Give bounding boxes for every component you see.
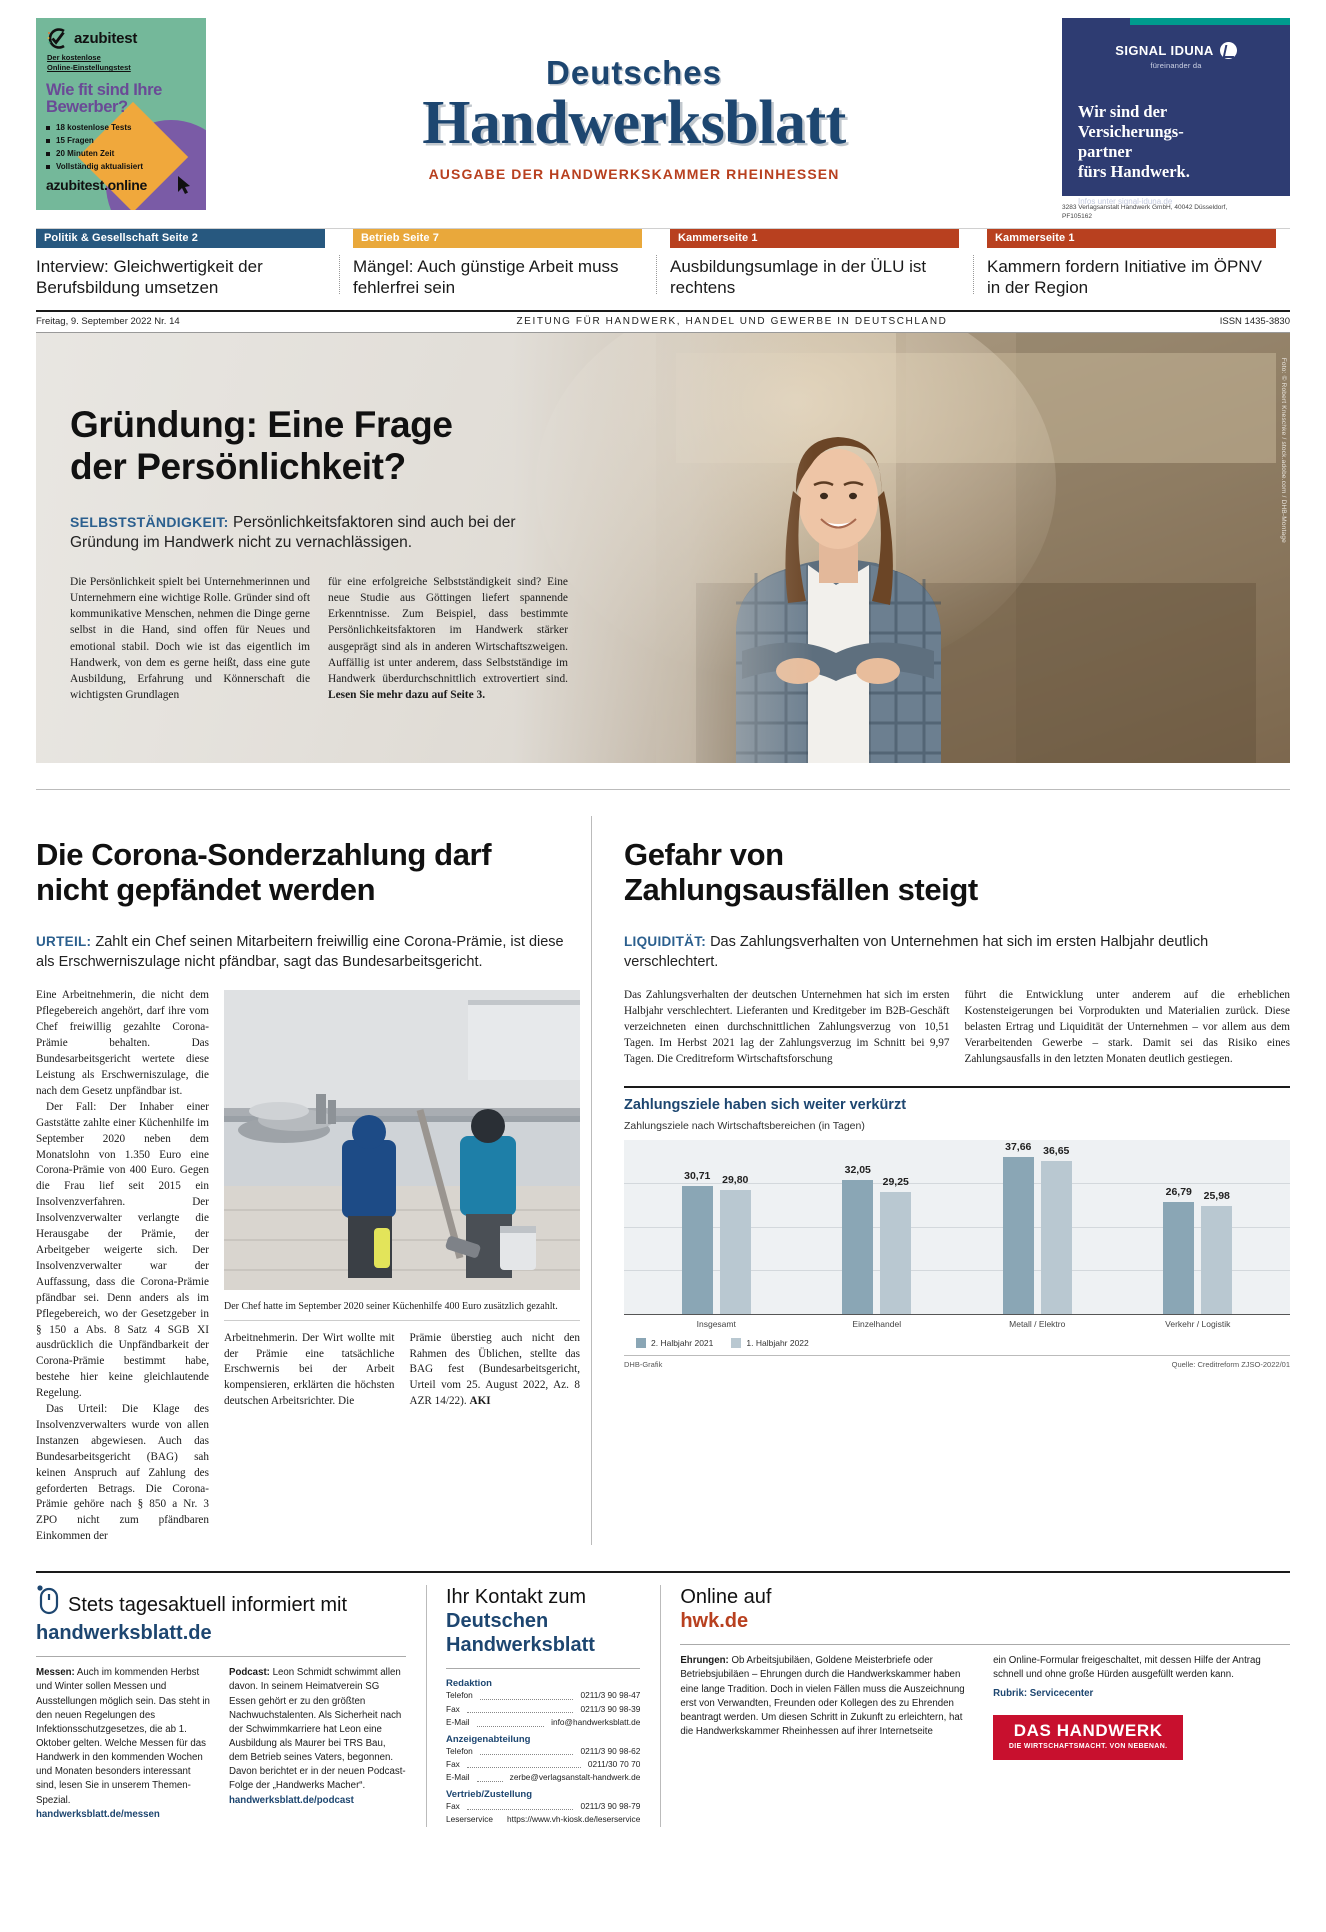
contact-label: Fax <box>446 1703 460 1714</box>
article-lead <box>36 933 580 972</box>
teaser-item-kammerseite-1[interactable] <box>656 229 973 298</box>
teaser-item-betrieb[interactable] <box>339 229 656 298</box>
contact-list <box>446 1678 640 1827</box>
list-item: 15 Fragen <box>46 135 198 148</box>
paper-descriptor: ZEITUNG FÜR HANDWERK, HANDEL UND GEWERBE IN DEUTSCHLAND <box>516 316 948 328</box>
footer-block-text: Auch im kommenden Herbst und Winter sollen Messen und Ausstellungen möglich sein. Das steht in den neuen Regelungen des Infektionsschutzgesetzes, die ab 1. Oktober gelten. Welche Messen für das Handwerk in den kommenden Wochen und Monaten besonders interessant sind, lesen Sie in unserem Themen-Spezial. <box>36 1667 210 1806</box>
chart-legend <box>624 1338 1290 1348</box>
masthead-pretitle: Deutsches <box>546 54 722 91</box>
article-byline: AKI <box>469 1395 491 1408</box>
checkmark-circle-icon <box>46 27 69 50</box>
chart-bar <box>842 1163 873 1314</box>
chart-bar-group <box>1118 1185 1279 1314</box>
signal-iduna-claim: füreinander da <box>1150 61 1202 70</box>
footer-heading-text: Stets tagesaktuell informiert mit <box>68 1594 347 1617</box>
footer-section <box>36 1571 1290 1827</box>
leader-dots <box>477 1716 545 1726</box>
contact-group-title: Vertrieb/Zustellung <box>446 1788 533 1800</box>
footer-rubrik-label: Rubrik: <box>993 1687 1028 1699</box>
paragraph: Prämie überstieg auch nicht den Rahmen des Üblichen, stellte das BAG fest (Bundesarbeitsgericht, Urteil vom 25. August 2022, Az. 8 AZR 14/22). AKI <box>409 1331 580 1408</box>
leader-dots <box>467 1758 581 1768</box>
lead-column-2 <box>328 574 568 704</box>
logo-line-1: DAS HANDWERK <box>1013 1720 1163 1740</box>
chart-credit: DHB-Grafik <box>624 1359 663 1369</box>
footer-block-label: Podcast: <box>229 1667 270 1679</box>
lead-body <box>70 574 568 704</box>
article-photo-box <box>224 990 584 1295</box>
teaser-title: Kammern fordern Initiative im ÖPNV in der Region <box>987 257 1262 297</box>
article-column-3 <box>410 1331 581 1411</box>
article-headline: Gefahr von Zahlungsausfällen steigt <box>624 837 978 907</box>
masthead-edition: AUSGABE DER HANDWERKSKAMMER RHEINHESSEN <box>428 166 840 183</box>
contact-value[interactable]: info@handwerksblatt.de <box>551 1717 641 1728</box>
teaser-title: Interview: Gleichwertigkeit der Berufsbildung umsetzen <box>36 257 263 297</box>
divider <box>680 1644 1290 1645</box>
article-headline: Die Corona-Sonderzahlung darf nicht gepfändet werden <box>36 837 492 907</box>
chart-bar-value: 29,80 <box>722 1173 749 1186</box>
contact-label: Fax <box>446 1758 460 1769</box>
divider <box>446 1668 640 1669</box>
paragraph: führt die Entwicklung unter anderem auf die erheblichen Kostensteigerungen bei Vorprodukten und Materialien zurück. Diese belasten Ertrag und Liquidität der Unternehmen – vor allem aus dem Verarbeitenden Gewerbe – stark. Damit sei das Risiko eines Zahlungsausfalls in den letzten Monaten deutlich gestiegen. <box>964 989 1290 1066</box>
contact-value[interactable]: 0211/3 90 98-39 <box>580 1703 641 1714</box>
footer-heading <box>680 1585 1290 1633</box>
chart-bar <box>1041 1144 1072 1314</box>
azubitest-brand: azubitest <box>74 30 138 47</box>
footer-body <box>680 1654 1290 1760</box>
contact-label: Leserservice <box>446 1814 494 1825</box>
azubitest-bullet-list <box>46 122 198 174</box>
article-zahlungsausfaelle[interactable] <box>602 812 1290 1545</box>
footer-heading-link[interactable]: handwerksblatt.de <box>36 1622 212 1645</box>
legend-item <box>731 1338 808 1348</box>
footer-heading <box>36 1585 406 1645</box>
footer-block-label: Messen: <box>36 1667 75 1679</box>
chart-bar-value: 36,65 <box>1043 1144 1070 1157</box>
chart-subtitle: Zahlungsziele nach Wirtschaftsbereichen (in Tagen) <box>624 1119 865 1132</box>
chart-bar-value: 29,25 <box>882 1175 909 1188</box>
contact-value[interactable]: 0211/3 90 98-79 <box>580 1800 641 1811</box>
article-lead-label: LIQUIDITÄT: <box>624 934 707 950</box>
azubitest-subtitle: Der kostenlose Online-Einstellungstest <box>47 53 131 73</box>
footer-block-ehrungen <box>680 1654 977 1760</box>
chart-footer <box>624 1355 1290 1369</box>
lead-column-1: Die Persönlichkeit spielt bei Unternehmerinnen und Unternehmern eine wichtige Rolle. Gründer sind oft kommunikative Menschen, nehmen die Dinge gerne selbst in die Hand, sind offen für Neues und emotional stabil. Doch wie ist das eigentlich im Handwerk, von dem es gerne heißt, dass eine gute Ausbildung, Erfahrung und Könnerschaft die wichtigsten Grundlagen <box>70 575 310 702</box>
footer-block-podcast <box>229 1666 406 1822</box>
teaser-tag: Betrieb Seite 7 <box>353 229 642 248</box>
chart-zahlungsziele <box>624 1086 1290 1369</box>
chart-bar-group <box>797 1163 958 1314</box>
contact-value[interactable]: 0211/3 90 98-47 <box>580 1690 641 1701</box>
issue-date: Freitag, 9. September 2022 Nr. 14 <box>36 316 180 328</box>
chart-bar <box>880 1175 911 1314</box>
article-subcolumns <box>224 1331 580 1411</box>
chart-bar-value: 25,98 <box>1203 1189 1230 1202</box>
footer-heading-strong: Deutschen Handwerksblatt <box>446 1610 595 1657</box>
footer-column-handwerksblatt <box>36 1585 426 1827</box>
chart-x-axis <box>624 1319 1290 1329</box>
signal-iduna-mark-icon <box>1220 42 1237 59</box>
chart-bar <box>682 1169 713 1314</box>
footer-heading-text: Online auf <box>680 1586 772 1609</box>
legend-label: 2. Halbjahr 2021 <box>651 1337 714 1348</box>
chart-bar <box>1003 1140 1034 1314</box>
footer-block-text: ein Online-Formular freigeschaltet, mit dessen Hilfe der Antrag schnell und ohne große Hürden ausgefüllt werden kann. <box>993 1655 1261 1681</box>
contact-label: E-Mail <box>446 1772 470 1783</box>
contact-row <box>446 1813 640 1826</box>
article-column-1 <box>36 988 209 1545</box>
paragraph: Das Urteil: Die Klage des Insolvenzverwalters wurde von allen Instanzen abgewiesen. Auch das Bundesarbeitsgericht (BAG) sah keinen Anspruch auf Zahlung des geforderten Betrags. Die Corona-Prämie gehöre nach § 850 a Nr. 3 ZPO nicht zum pfändbaren Einkommen der <box>36 1403 209 1543</box>
lead-text-overlay <box>36 333 602 763</box>
footer-block-label: Ehrungen: <box>680 1655 729 1667</box>
contact-label: E-Mail <box>446 1717 470 1728</box>
signal-iduna-name: SIGNAL IDUNA <box>1115 43 1214 58</box>
footer-heading-link[interactable]: hwk.de <box>680 1610 749 1633</box>
publisher-legal-note: 3283 Verlagsanstalt Handwerk GmbH, 40042 Düsseldorf, PF105162 <box>1062 204 1228 221</box>
dateline-bar <box>36 310 1290 333</box>
signal-iduna-info: Infos unter signal-iduna.de <box>1078 196 1173 206</box>
article-column-2 <box>965 988 1291 1068</box>
signal-iduna-logo <box>1078 42 1274 59</box>
list-item: 18 kostenlose Tests <box>46 122 198 135</box>
legend-item <box>636 1338 713 1348</box>
contact-row <box>446 1703 640 1716</box>
article-columns <box>36 988 584 1545</box>
footer-block-messen <box>36 1666 213 1822</box>
lead-more-link[interactable]: Lesen Sie mehr dazu auf Seite 3. <box>328 689 486 702</box>
paragraph: Das Zahlungsverhalten der deutschen Unternehmen hat sich im ersten Halbjahr verschlechtert. Lieferanten und Kreditgeber im B2B-Geschäft verzeichneten einen durchschnittlichen Zahlungsverzug von 10,51 Tagen. Im Herbst 2021 lag der Zahlungsverzug im Schnitt bei 9,97 Tagen. Die Creditreform Wirtschaftsforschung <box>624 989 950 1066</box>
chart-bar <box>1201 1189 1232 1314</box>
chart-source: Quelle: Creditreform ZJSO-2022/01 <box>1171 1359 1290 1369</box>
ad-azubitest[interactable] <box>36 18 206 210</box>
contact-value[interactable]: 0211/3 90 98-62 <box>580 1745 641 1756</box>
kitchen-photo <box>224 990 580 1290</box>
leader-dots <box>467 1800 574 1810</box>
teaser-bar <box>36 228 1290 298</box>
footer-block-text: Leon Schmidt schwimmt allen davon. In seinem Heimatverein SG Essen gehört er zu den größten Nachwuchstalenten. Als Sicherheit nach der Schwimmkarriere hat Leon eine Ausbildung als Maurer bei TRS Bau, dem Betrieb seines Vaters, begonnen. Davon berichtet er in der neuen Podcast-Folge der „Handwerks Macher“. <box>229 1667 406 1792</box>
contact-row <box>446 1758 640 1771</box>
article-photo-credit: Foto: © hroeksike / stock.adobe.com <box>578 1164 584 1262</box>
article-columns <box>624 988 1290 1068</box>
contact-row <box>446 1745 640 1758</box>
contact-row <box>446 1800 640 1813</box>
footer-block-link[interactable]: handwerksblatt.de/podcast <box>229 1794 354 1806</box>
ad-signal-iduna[interactable] <box>1062 18 1290 206</box>
chart-x-label: Verkehr / Logistik <box>1165 1318 1231 1329</box>
teaser-title: Mängel: Auch günstige Arbeit muss fehlerfrei sein <box>353 257 619 297</box>
article-lead-label: URTEIL: <box>36 934 92 950</box>
chart-title: Zahlungsziele haben sich weiter verkürzt <box>624 1097 907 1113</box>
lead-headline: Gründung: Eine Frage der Persönlichkeit? <box>70 404 453 488</box>
legend-label: 1. Halbjahr 2022 <box>746 1337 809 1348</box>
chart-x-label: Insgesamt <box>696 1318 736 1329</box>
lead-photo-credit: Foto: © Robert Kneschke / stock.adobe.com / DHB-Montage <box>1280 358 1287 544</box>
chart-x-label: Metall / Elektro <box>1009 1318 1066 1329</box>
legend-swatch <box>636 1338 646 1348</box>
chart-bar-value: 26,79 <box>1165 1185 1192 1198</box>
article-photo-and-columns <box>224 988 584 1545</box>
chart-bar <box>1163 1185 1194 1314</box>
middle-section <box>36 789 1290 1545</box>
article-lead <box>624 933 1290 972</box>
article-column-1 <box>624 988 950 1068</box>
contact-value[interactable]: zerbe@verlagsanstalt-handwerk.de <box>509 1772 641 1783</box>
contact-group-title: Anzeigenabteilung <box>446 1733 531 1745</box>
paragraph: Arbeitnehmerin. Der Wirt wollte mit der Prämie eine tatsächliche Erschwernis bei der Arbeit kompensieren, erklärten die höchsten deutschen Arbeitsrichter. Die <box>224 1331 395 1408</box>
accent-bar <box>1130 18 1290 25</box>
teaser-tag: Kammerseite 1 <box>670 229 959 248</box>
azubitest-logo <box>46 27 198 50</box>
ad-signal-iduna-wrapper <box>1062 18 1290 222</box>
logo-line-2: DIE WIRTSCHAFTSMACHT. VON NEBENAN. <box>1008 1742 1168 1750</box>
teaser-item-politik[interactable] <box>36 229 339 298</box>
paragraph: Der Fall: Der Inhaber einer Gaststätte zahlte einer Küchenhilfe im September 2020 neben dem Monatslohn von 1.350 Euro eine Corona-Prämie von 400 Euro. Gegen die Frau lief seit 2015 ein Insolvenzverfahren. Der Insolvenzverwalter verlangte die Herausgabe der Prämie, der Arbeitgeber weigerte sich. Der Insolvenzverwalter war der Auffassung, dass die Corona-Prämie pfändbar sei. Denn anders als im Pflegebereich, wo der Gesetzgeber in § 150 a Abs. 8 Satz 4 SGB XI ausdrücklich die Unpfändbarkeit der Corona-Prämie bestimmt habe, bestehe hier keine gleichlautende Regelung. <box>36 1100 209 1400</box>
teaser-item-kammerseite-2[interactable] <box>973 229 1290 298</box>
azubitest-url[interactable]: azubitest.online <box>46 177 147 193</box>
contact-value[interactable]: https://www.vh-kiosk.de/leserservice <box>507 1814 641 1825</box>
list-item: Vollständig aktualisiert <box>46 161 198 174</box>
chart-plot-area <box>624 1140 1290 1315</box>
footer-heading <box>446 1585 640 1657</box>
chart-bar <box>720 1173 751 1314</box>
chart-bar-value: 37,66 <box>1005 1140 1032 1153</box>
leader-dots <box>467 1703 574 1713</box>
footer-heading-text: Ihr Kontakt zum <box>446 1586 587 1609</box>
footer-column-online <box>660 1585 1290 1827</box>
contact-row <box>446 1771 640 1784</box>
article-column-2 <box>224 1331 395 1411</box>
leader-dots <box>477 1771 503 1781</box>
leader-dots <box>480 1745 574 1755</box>
contact-row <box>446 1689 640 1702</box>
lead-column-2-text: für eine erfolgreiche Selbstständigkeit sind? Eine neue Studie aus Göttingen liefert spannende Erkenntnisse. Zum Beispiel, dass bestimmte Persönlichkeitsfaktoren im Handwerk stärker ausgeprägt sind als in anderen Wirtschaftszweigen. Auffällig ist unter anderem, dass Selbstständige im Handwerk überdurchschnittlich extrovertiert sind. <box>328 575 568 685</box>
lead-article[interactable] <box>36 333 1290 763</box>
article-photo-caption: Der Chef hatte im September 2020 seiner Küchenhilfe 400 Euro zusätzlich gezahlt. <box>224 1300 580 1320</box>
article-corona-sonderzahlung[interactable] <box>36 812 602 1545</box>
signal-iduna-headline: Wir sind der Versicherungs- partner fürs Handwerk. <box>1078 102 1190 182</box>
cursor-arrow-icon <box>177 175 192 200</box>
divider <box>36 1656 406 1657</box>
paragraph: Eine Arbeitnehmerin, die nicht dem Pflegebereich angehört, darf ihre vom Chef freiwillig gezahlte Corona-Prämie behalten. Das Bundesarbeitsgericht wertete diese Leistung als Erschwerniszulage, die nach dem Gesetz unpfändbar ist. <box>36 989 209 1097</box>
teaser-tag: Politik & Gesellschaft Seite 2 <box>36 229 325 248</box>
chart-bars <box>624 1140 1290 1314</box>
chart-bar-value: 32,05 <box>844 1163 871 1176</box>
legend-swatch <box>731 1338 741 1348</box>
footer-body <box>36 1666 406 1822</box>
chart-bar-group <box>636 1169 797 1314</box>
contact-value[interactable]: 0211/30 70 70 <box>587 1758 641 1769</box>
teaser-title: Ausbildungsumlage in der ÜLU ist rechtens <box>670 257 927 297</box>
contact-row <box>446 1716 640 1729</box>
page-title: Handwerksblatt <box>422 89 846 157</box>
contact-label: Fax <box>446 1800 460 1811</box>
azubitest-headline: Wie fit sind Ihre Bewerber? <box>46 81 162 116</box>
contact-group-title: Redaktion <box>446 1678 492 1690</box>
contact-label: Telefon <box>446 1745 473 1756</box>
das-handwerk-logo <box>993 1715 1183 1760</box>
issn: ISSN 1435-3830 <box>1219 316 1290 328</box>
footer-block-ehrungen-cont <box>993 1654 1290 1760</box>
masthead <box>36 0 1290 221</box>
contact-label: Telefon <box>446 1690 473 1701</box>
article-lead-text: Das Zahlungsverhalten von Unternehmen hat sich im ersten Halbjahr deutlich verschlechtert. <box>624 934 1209 970</box>
chart-x-label: Einzelhandel <box>852 1318 902 1329</box>
lead-kicker-label: SELBSTSTÄNDIGKEIT: <box>70 513 229 530</box>
article-lead-text: Zahlt ein Chef seinen Mitarbeitern freiwillig eine Corona-Prämie, ist diese als Erschwerniszulage nicht pfändbar, sagt das Bundesarbeitsgericht. <box>36 934 564 970</box>
mouse-icon <box>36 1585 62 1621</box>
teaser-tag: Kammerseite 1 <box>987 229 1276 248</box>
leader-dots <box>480 1689 574 1699</box>
chart-bar-value: 30,71 <box>684 1169 711 1182</box>
chart-bar-group <box>957 1140 1118 1314</box>
footer-column-kontakt <box>426 1585 660 1827</box>
lead-kicker <box>70 513 568 554</box>
list-item: 20 Minuten Zeit <box>46 148 198 161</box>
masthead-title-block <box>206 18 1062 182</box>
footer-block-link[interactable]: handwerksblatt.de/messen <box>36 1808 160 1820</box>
footer-rubrik-value: Servicecenter <box>1027 1687 1094 1699</box>
footer-block-text: Ob Arbeitsjubiläen, Goldene Meisterbriefe oder Betriebsjubiläen – Ehrungen durch die Handwerkskammer haben eine lange Tradition. Doch in vielen Fällen muss die Auszeichnung erst von Verwandten, Freunden oder Kollegen des zu Ehrenden beantragt werden. Um diesen Schritt in Zukunft zu erleichtern, hat die Handwerkskammer Rheinhessen auf ihrer Internetseite <box>680 1655 965 1737</box>
lead-kicker-text: Persönlichkeitsfaktoren sind auch bei der Gründung im Handwerk nicht zu vernachlässigen. <box>70 513 516 552</box>
